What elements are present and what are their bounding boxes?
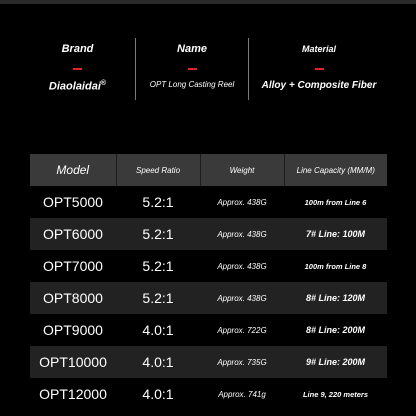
- weight-cell: Approx. 722G: [200, 314, 284, 346]
- header-model: Model: [30, 154, 116, 186]
- model-cell: OPT6000: [30, 218, 116, 250]
- registered-mark: ®: [100, 80, 107, 87]
- table-row: [30, 314, 387, 346]
- brand-value-wrap: [20, 80, 135, 93]
- weight-cell: Approx. 438G: [200, 282, 284, 314]
- product-info: [0, 38, 416, 100]
- line-capacity-cell: 100m from Line 8: [284, 250, 387, 282]
- model-cell: OPT8000: [30, 282, 116, 314]
- line-capacity-cell: Line 9, 220 meters: [284, 378, 387, 410]
- line-capacity-cell: 100m from Line 6: [284, 186, 387, 218]
- table-row: [30, 282, 387, 314]
- material-value: Alloy + Composite Fiber: [261, 80, 377, 91]
- brand-value: Diaolaidai: [48, 80, 101, 93]
- weight-cell: Approx. 735G: [200, 346, 284, 378]
- model-cell: OPT12000: [30, 378, 116, 410]
- speed-ratio-cell: 5.2:1: [116, 186, 200, 218]
- model-cell: OPT9000: [30, 314, 116, 346]
- brand-accent-dash: [73, 68, 82, 70]
- weight-cell: Approx. 438G: [200, 218, 284, 250]
- speed-ratio-cell: 5.2:1: [116, 250, 200, 282]
- name-column: [136, 38, 248, 100]
- line-capacity-cell: 7# Line: 100M: [284, 218, 387, 250]
- weight-cell: Approx. 741g: [200, 378, 284, 410]
- speed-ratio-cell: 4.0:1: [116, 346, 200, 378]
- speed-ratio-cell: 5.2:1: [116, 218, 200, 250]
- table-row: [30, 346, 387, 378]
- header-line-capacity: Line Capacity (MM/M): [284, 154, 387, 186]
- header-weight: Weight: [200, 154, 284, 186]
- speed-ratio-cell: 5.2:1: [116, 282, 200, 314]
- header-speed-ratio: Speed Ratio: [116, 154, 200, 186]
- material-column: [249, 38, 389, 100]
- table-row: [30, 186, 387, 218]
- model-cell: OPT5000: [30, 186, 116, 218]
- line-capacity-cell: 8# Line: 200M: [284, 314, 387, 346]
- line-capacity-cell: 8# Line: 120M: [284, 282, 387, 314]
- spec-table: [30, 154, 387, 410]
- line-capacity-cell: 9# Line: 200M: [284, 346, 387, 378]
- table-row: [30, 218, 387, 250]
- material-accent-dash: [315, 68, 324, 70]
- table-row: [30, 378, 387, 410]
- name-value: OPT Long Casting Reel: [149, 80, 235, 89]
- name-accent-dash: [188, 68, 197, 70]
- brand-label: Brand: [61, 43, 94, 55]
- model-cell: OPT7000: [30, 250, 116, 282]
- table-header-row: [30, 154, 387, 186]
- table-row: [30, 250, 387, 282]
- top-bar: [0, 0, 416, 4]
- name-label: Name: [177, 43, 207, 55]
- weight-cell: Approx. 438G: [200, 250, 284, 282]
- brand-column: [20, 38, 135, 100]
- weight-cell: Approx. 438G: [200, 186, 284, 218]
- model-cell: OPT10000: [30, 346, 116, 378]
- speed-ratio-cell: 4.0:1: [116, 314, 200, 346]
- material-label: Material: [301, 44, 336, 54]
- speed-ratio-cell: 4.0:1: [116, 378, 200, 410]
